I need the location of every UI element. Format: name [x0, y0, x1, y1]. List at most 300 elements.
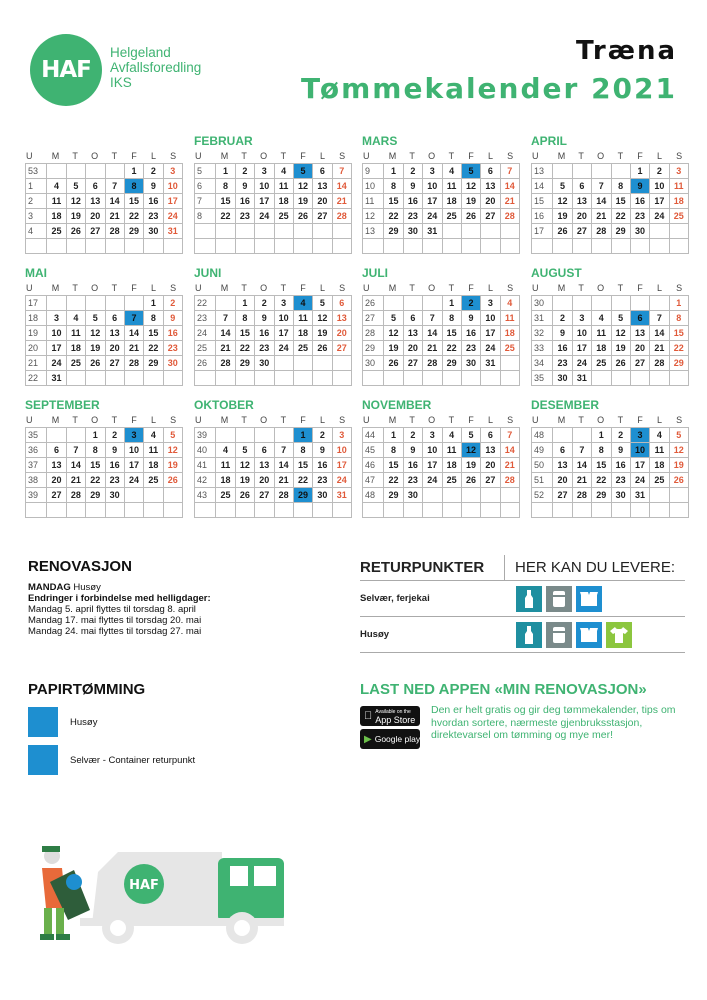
week-number: 35: [26, 428, 47, 442]
papirtomming-item: [28, 707, 97, 737]
week-row: [363, 488, 520, 503]
haf-logo: [30, 34, 102, 106]
pickup-day-cell: 5: [294, 164, 313, 178]
day-cell: [216, 371, 235, 385]
returpunkt-row: [360, 617, 685, 653]
day-cell: [443, 239, 462, 253]
weekday-label: S: [507, 151, 514, 161]
weekday-label: U: [195, 151, 202, 161]
day-cell: 15: [294, 458, 313, 472]
weekday-label: T: [409, 415, 415, 425]
day-cell: 30: [255, 356, 274, 370]
weekday-label: U: [26, 151, 33, 161]
day-cell: 10: [481, 311, 500, 325]
day-cell: [670, 488, 689, 502]
week-number: 28: [363, 326, 384, 340]
week-row: [26, 473, 183, 488]
day-cell: [501, 503, 520, 517]
day-cell: 23: [255, 341, 274, 355]
day-cell: 13: [106, 326, 125, 340]
day-cell: [423, 296, 442, 310]
day-cell: 23: [404, 473, 423, 487]
day-cell: [47, 428, 66, 442]
week-number: [195, 224, 216, 238]
renovasjon-title: RENOVASJON: [28, 558, 132, 575]
pickup-day-cell: 4: [294, 296, 313, 310]
day-cell: [313, 239, 332, 253]
weekday-label: T: [111, 415, 118, 425]
day-cell: 12: [67, 194, 86, 208]
week-number: 27: [363, 311, 384, 325]
week-row: [532, 458, 689, 473]
day-cell: 3: [481, 296, 500, 310]
day-cell: [670, 224, 689, 238]
week-number: 34: [532, 356, 553, 370]
day-cell: 26: [553, 224, 572, 238]
day-cell: [86, 503, 105, 517]
day-cell: 9: [144, 179, 163, 193]
papirtomming-title: PAPIRTØMMING: [28, 681, 146, 698]
day-cell: 19: [236, 473, 255, 487]
organization-name: [110, 45, 201, 90]
week-number: 26: [195, 356, 216, 370]
day-cell: 23: [404, 209, 423, 223]
returpunkter-title: RETURPUNKTER: [360, 555, 505, 581]
weekday-label: M: [220, 283, 229, 293]
week-number: 21: [26, 356, 47, 370]
day-cell: 26: [164, 473, 183, 487]
day-cell: 1: [443, 296, 462, 310]
weekday-label: T: [72, 151, 78, 161]
day-cell: 10: [164, 179, 183, 193]
day-cell: 10: [423, 443, 442, 457]
day-cell: 18: [47, 209, 66, 223]
day-cell: 3: [573, 311, 592, 325]
week-number: 26: [363, 296, 384, 310]
day-cell: 1: [631, 164, 650, 178]
app-store-badge[interactable]: [360, 706, 420, 726]
day-cell: 24: [423, 209, 442, 223]
day-cell: 17: [573, 341, 592, 355]
day-cell: 9: [106, 443, 125, 457]
day-cell: 11: [294, 311, 313, 325]
day-cell: [612, 503, 631, 517]
day-cell: 1: [86, 428, 105, 442]
day-cell: 6: [313, 164, 332, 178]
week-number: 29: [363, 341, 384, 355]
day-cell: [481, 224, 500, 238]
glass-bottle-icon: [516, 586, 542, 612]
day-cell: 8: [612, 179, 631, 193]
day-cell: 19: [294, 194, 313, 208]
day-cell: 7: [67, 443, 86, 457]
day-cell: [404, 503, 423, 517]
org-line: Helgeland: [110, 45, 171, 60]
pickup-day-cell: 9: [631, 179, 650, 193]
month-grid: [531, 295, 689, 386]
day-cell: 25: [216, 488, 235, 502]
week-row: [26, 443, 183, 458]
day-cell: 9: [404, 179, 423, 193]
day-cell: [125, 371, 144, 385]
week-number: 10: [363, 179, 384, 193]
week-row: [363, 356, 520, 371]
weekday-label: T: [578, 151, 584, 161]
pickup-day-cell: 6: [631, 311, 650, 325]
week-number: 40: [195, 443, 216, 457]
weekday-label: U: [195, 415, 202, 425]
weekday-label: L: [488, 283, 494, 293]
month-block: [25, 134, 183, 254]
week-number: 48: [532, 428, 553, 442]
week-row: [532, 311, 689, 326]
day-cell: 24: [481, 341, 500, 355]
week-number: 53: [26, 164, 47, 178]
day-cell: 18: [275, 194, 294, 208]
day-cell: [573, 296, 592, 310]
day-cell: 9: [462, 311, 481, 325]
day-cell: [501, 356, 520, 370]
day-cell: [294, 371, 313, 385]
weekday-label: F: [637, 415, 643, 425]
week-number: 41: [195, 458, 216, 472]
week-row: [363, 341, 520, 356]
day-cell: [650, 296, 669, 310]
app-title: LAST NED APPEN «MIN RENOVASJON»: [360, 681, 647, 698]
weekday-header: [25, 149, 183, 163]
day-cell: 24: [423, 473, 442, 487]
week-row: [26, 224, 183, 239]
day-cell: [275, 356, 294, 370]
day-cell: 20: [573, 209, 592, 223]
weekday-label: F: [468, 415, 474, 425]
day-cell: 6: [86, 179, 105, 193]
day-cell: [631, 371, 650, 385]
week-row: [532, 473, 689, 488]
week-number: 36: [26, 443, 47, 457]
day-cell: 6: [553, 443, 572, 457]
day-cell: [294, 503, 313, 517]
week-number: 38: [26, 473, 47, 487]
day-cell: 22: [216, 209, 235, 223]
day-cell: 15: [125, 194, 144, 208]
day-cell: 29: [125, 224, 144, 238]
day-cell: 20: [255, 473, 274, 487]
day-cell: [650, 239, 669, 253]
day-cell: 28: [333, 209, 352, 223]
day-cell: [313, 224, 332, 238]
day-cell: 9: [236, 179, 255, 193]
day-cell: 22: [592, 473, 611, 487]
day-cell: 19: [384, 341, 403, 355]
weekday-label: O: [428, 415, 436, 425]
day-cell: 5: [236, 443, 255, 457]
day-cell: 21: [333, 194, 352, 208]
day-cell: 1: [216, 164, 235, 178]
week-number: 50: [532, 458, 553, 472]
google-play-badge[interactable]: [360, 729, 420, 749]
week-number: 2: [26, 194, 47, 208]
page-title: Træna: [576, 36, 677, 66]
day-cell: 8: [384, 179, 403, 193]
weekday-label: U: [532, 415, 539, 425]
weekday-header: [194, 149, 352, 163]
day-cell: [650, 371, 669, 385]
day-cell: 27: [333, 341, 352, 355]
day-cell: 31: [481, 356, 500, 370]
day-cell: [67, 296, 86, 310]
day-cell: 20: [631, 341, 650, 355]
week-number: 22: [26, 371, 47, 385]
weekday-label: T: [448, 415, 455, 425]
day-cell: 12: [164, 443, 183, 457]
week-number: 51: [532, 473, 553, 487]
day-cell: 12: [294, 179, 313, 193]
day-cell: 23: [553, 356, 572, 370]
day-cell: 4: [592, 311, 611, 325]
weekday-label: O: [91, 283, 99, 293]
day-cell: [501, 239, 520, 253]
weekday-label: S: [339, 283, 346, 293]
day-cell: 5: [612, 311, 631, 325]
changes-title: Endringer i forbindelse med helligdager:: [28, 593, 211, 604]
day-cell: 2: [553, 311, 572, 325]
week-row: [26, 458, 183, 473]
day-cell: 21: [573, 473, 592, 487]
day-cell: 19: [462, 458, 481, 472]
week-number: 45: [363, 443, 384, 457]
month-block: [25, 398, 183, 518]
week-number: [26, 503, 47, 517]
week-number: 48: [363, 488, 384, 502]
day-cell: 16: [404, 458, 423, 472]
weekday-label: M: [388, 283, 397, 293]
week-row: [532, 194, 689, 209]
week-row: [26, 356, 183, 371]
weekday-label: T: [578, 415, 584, 425]
day-cell: [275, 239, 294, 253]
day-cell: 16: [144, 194, 163, 208]
day-cell: [255, 428, 274, 442]
day-cell: 17: [631, 458, 650, 472]
day-cell: [164, 488, 183, 502]
day-cell: 15: [86, 458, 105, 472]
day-cell: 28: [573, 488, 592, 502]
month-name: FEBRUAR: [194, 134, 253, 148]
day-cell: 14: [423, 326, 442, 340]
day-cell: 16: [164, 326, 183, 340]
weekday-label: T: [280, 283, 287, 293]
day-cell: 21: [423, 341, 442, 355]
week-number: [363, 239, 384, 253]
day-cell: 21: [67, 473, 86, 487]
day-cell: 3: [670, 164, 689, 178]
day-cell: 21: [501, 194, 520, 208]
day-cell: [670, 503, 689, 517]
weekday-label: F: [300, 283, 306, 293]
day-cell: 25: [592, 356, 611, 370]
day-cell: 26: [236, 488, 255, 502]
week-row: [195, 209, 352, 224]
day-cell: [164, 503, 183, 517]
day-cell: 18: [443, 458, 462, 472]
week-number: 8: [195, 209, 216, 223]
day-cell: 1: [125, 164, 144, 178]
weekday-label: U: [363, 415, 370, 425]
week-row: [26, 296, 183, 311]
day-cell: [481, 239, 500, 253]
day-cell: 5: [553, 179, 572, 193]
day-cell: [462, 224, 481, 238]
month-name: APRIL: [531, 134, 567, 148]
day-cell: 30: [164, 356, 183, 370]
weekday-label: O: [597, 151, 605, 161]
day-cell: 27: [86, 224, 105, 238]
month-block: [531, 398, 689, 518]
day-cell: [612, 164, 631, 178]
day-cell: 1: [144, 296, 163, 310]
weekday-label: U: [363, 151, 370, 161]
weekday-label: M: [220, 151, 229, 161]
day-cell: 6: [255, 443, 274, 457]
weekday-label: S: [170, 415, 177, 425]
day-cell: 26: [86, 356, 105, 370]
week-row: [363, 371, 520, 386]
day-cell: 10: [125, 443, 144, 457]
day-cell: 18: [443, 194, 462, 208]
day-cell: 17: [47, 341, 66, 355]
day-cell: 15: [236, 326, 255, 340]
weekday-label: T: [72, 415, 78, 425]
day-cell: [423, 239, 442, 253]
day-cell: 27: [553, 488, 572, 502]
day-cell: 17: [423, 194, 442, 208]
day-cell: 6: [106, 311, 125, 325]
weekday-label: T: [241, 151, 247, 161]
day-cell: [573, 503, 592, 517]
day-cell: 4: [144, 428, 163, 442]
day-cell: 5: [384, 311, 403, 325]
day-cell: 2: [236, 164, 255, 178]
weekday-label: L: [488, 151, 494, 161]
day-cell: 11: [592, 326, 611, 340]
month-name: NOVEMBER: [362, 398, 432, 412]
day-cell: 11: [501, 311, 520, 325]
weekday-label: T: [617, 283, 624, 293]
weekday-label: T: [409, 283, 415, 293]
week-row: [532, 224, 689, 239]
day-cell: 23: [144, 209, 163, 223]
day-cell: 3: [164, 164, 183, 178]
day-cell: 11: [443, 179, 462, 193]
day-cell: [86, 371, 105, 385]
day-cell: [47, 296, 66, 310]
day-cell: 3: [47, 311, 66, 325]
day-cell: 20: [481, 194, 500, 208]
weekday-label: T: [111, 283, 118, 293]
day-cell: [481, 488, 500, 502]
day-cell: [553, 239, 572, 253]
day-cell: 14: [275, 458, 294, 472]
day-cell: 25: [275, 209, 294, 223]
week-row: [26, 179, 183, 194]
week-number: 19: [26, 326, 47, 340]
day-cell: 4: [67, 311, 86, 325]
day-cell: 22: [144, 341, 163, 355]
day-cell: [333, 239, 352, 253]
week-number: 13: [532, 164, 553, 178]
day-cell: 5: [86, 311, 105, 325]
day-cell: [255, 371, 274, 385]
day-cell: 17: [275, 326, 294, 340]
week-row: [363, 224, 520, 239]
week-row: [195, 194, 352, 209]
day-cell: 22: [384, 473, 403, 487]
month-block: [362, 266, 520, 386]
legend-swatch: [28, 707, 58, 737]
day-cell: 14: [573, 458, 592, 472]
week-row: [195, 224, 352, 239]
weekday-label: O: [260, 415, 268, 425]
day-cell: [462, 503, 481, 517]
month-name: OKTOBER: [194, 398, 254, 412]
weekday-label: M: [51, 415, 60, 425]
day-cell: 26: [462, 473, 481, 487]
week-number: 37: [26, 458, 47, 472]
week-row: [532, 503, 689, 518]
week-number: 49: [532, 443, 553, 457]
day-cell: [553, 164, 572, 178]
pickup-day-cell: 3: [125, 428, 144, 442]
day-cell: 20: [47, 473, 66, 487]
day-cell: 6: [47, 443, 66, 457]
day-cell: 7: [106, 179, 125, 193]
day-cell: 23: [164, 341, 183, 355]
day-cell: 12: [553, 194, 572, 208]
day-cell: 22: [384, 209, 403, 223]
day-cell: 11: [144, 443, 163, 457]
day-cell: 2: [404, 428, 423, 442]
weekday-label: U: [26, 283, 33, 293]
day-cell: 21: [216, 341, 235, 355]
day-cell: [236, 239, 255, 253]
day-cell: 16: [236, 194, 255, 208]
day-cell: [333, 503, 352, 517]
day-cell: 16: [255, 326, 274, 340]
weekday-label: M: [51, 283, 60, 293]
day-cell: [125, 503, 144, 517]
day-cell: 13: [481, 179, 500, 193]
weekday-label: S: [507, 415, 514, 425]
week-row: [26, 164, 183, 179]
day-cell: 13: [86, 194, 105, 208]
day-cell: [462, 239, 481, 253]
day-cell: 30: [404, 224, 423, 238]
day-cell: 7: [650, 311, 669, 325]
month-block: [194, 134, 352, 254]
day-cell: 8: [670, 311, 689, 325]
weekday-header: [531, 149, 689, 163]
cardboard-box-icon: [576, 622, 602, 648]
day-cell: 19: [462, 194, 481, 208]
month-grid: [531, 427, 689, 518]
week-number: 25: [195, 341, 216, 355]
week-row: [26, 371, 183, 386]
day-cell: [67, 371, 86, 385]
weekday-label: F: [637, 283, 643, 293]
day-cell: 30: [313, 488, 332, 502]
day-cell: 27: [573, 224, 592, 238]
